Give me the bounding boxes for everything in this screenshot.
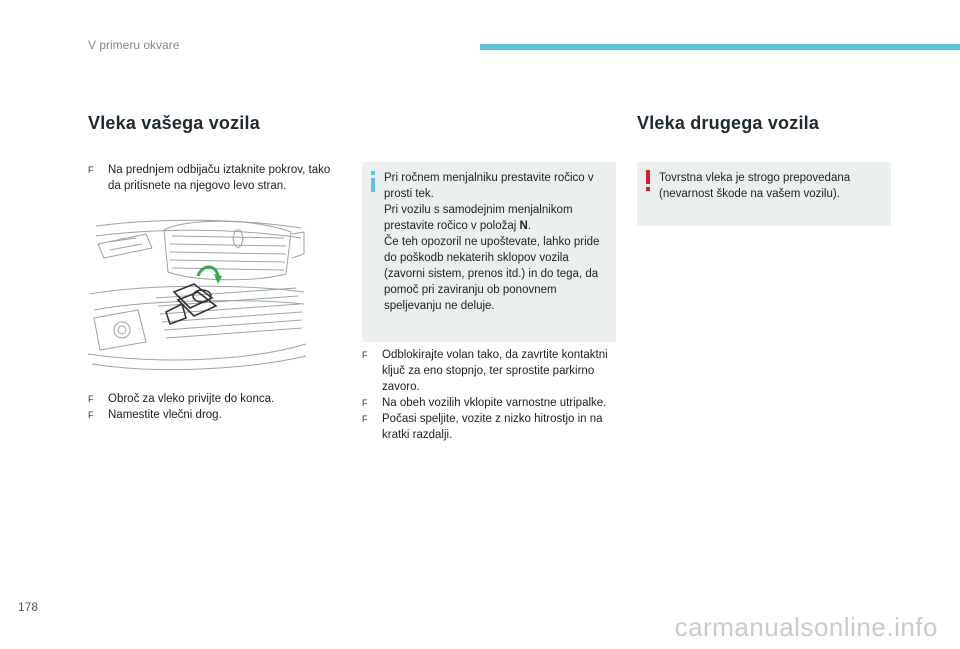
section-title-own-vehicle: Vleka vašega vozila — [88, 113, 260, 133]
chapter-title: V primeru okvare — [88, 38, 180, 52]
info-line: Pri vozilu s samodejnim menjalnikom prestavite ročico v položaj N. — [384, 204, 573, 232]
step-item — [88, 162, 338, 194]
step-marker-icon: F — [362, 350, 368, 360]
warning-exclamation-icon — [646, 170, 650, 184]
watermark: carmanualsonline.info — [674, 612, 938, 642]
info-icon-stem — [371, 178, 375, 192]
step-text: Namestite vlečni drog. — [108, 409, 222, 421]
info-line: Če teh opozoril ne upoštevate, lahko pride do poškodb nekaterih sklopov vozila (zavorni sistem, prenos itd.) in do tega, da pomoč pri zaviranju ob ponovnem speljevanju ne deluje. — [384, 236, 600, 312]
step-text: Na obeh vozilih vklopite varnostne utripalke. — [382, 397, 607, 409]
middle-steps — [362, 347, 618, 443]
info-line: Pri ročnem menjalniku prestavite ročico v prosti tek. — [384, 172, 594, 200]
info-box-text — [384, 170, 608, 314]
step-marker-icon: F — [88, 165, 94, 175]
step-text: Odblokirajte volan tako, da zavrtite kontaktni ključ za eno stopnjo, ter sprostite parkirno zavoro. — [382, 349, 608, 393]
warning-exclamation-dot — [646, 187, 650, 191]
info-box — [362, 162, 616, 342]
warning-box — [637, 162, 891, 226]
step-marker-icon: F — [362, 398, 368, 408]
step-marker-icon: F — [88, 394, 94, 404]
section-title-other-vehicle: Vleka drugega vozila — [637, 113, 820, 133]
step-item — [362, 347, 618, 395]
step-item — [362, 411, 618, 443]
car-front-bumper-tow-hook-illustration — [86, 214, 308, 374]
info-icon — [371, 171, 375, 175]
step-text: Obroč za vleko privijte do konca. — [108, 393, 275, 405]
step-item — [88, 391, 338, 407]
chapter-accent-bar — [480, 44, 960, 50]
step-text: Na prednjem odbijaču iztaknite pokrov, tako da pritisnete na njegovo levo stran. — [108, 164, 331, 192]
left-steps-top — [88, 162, 338, 194]
gear-position-label: N — [519, 220, 528, 232]
left-steps-bottom — [88, 391, 338, 423]
step-marker-icon: F — [362, 414, 368, 424]
step-marker-icon: F — [88, 410, 94, 420]
step-item — [88, 407, 338, 423]
page-number: 178 — [18, 600, 39, 614]
warning-box-text: Tovrstna vleka je strogo prepovedana (nevarnost škode na vašem vozilu). — [659, 172, 851, 200]
step-item — [362, 395, 618, 411]
step-text: Počasi speljite, vozite z nizko hitrostjo in na kratki razdalji. — [382, 413, 603, 441]
